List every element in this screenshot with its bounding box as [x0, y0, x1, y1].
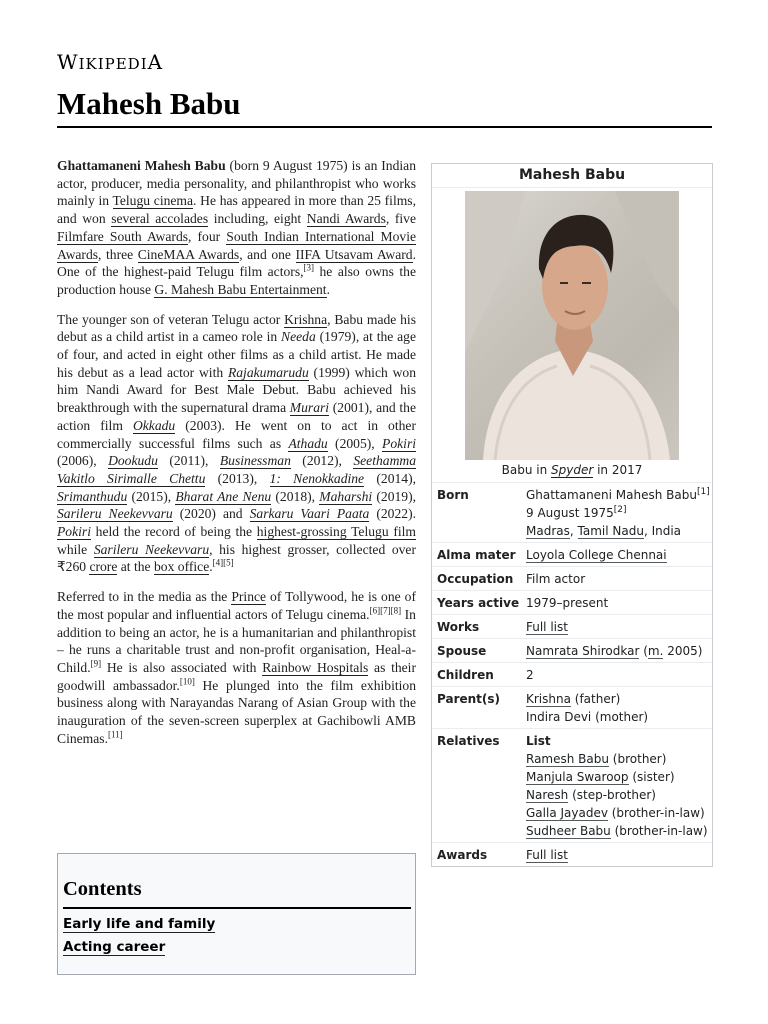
- wiki-link[interactable]: Tamil Nadu: [577, 524, 644, 538]
- wiki-link[interactable]: CineMAA Awards: [137, 246, 240, 262]
- text-run: Ghattamaneni Mahesh Babu: [57, 158, 226, 173]
- photo-caption: [432, 460, 712, 482]
- infobox-label: Alma mater: [437, 548, 516, 562]
- text-run: (2020) and: [172, 506, 250, 522]
- wiki-link[interactable]: several accolades: [111, 211, 209, 227]
- text-run: ,: [569, 524, 578, 538]
- text-run: 9 August 1975: [526, 506, 614, 520]
- citation-ref[interactable]: [10]: [179, 676, 195, 687]
- text-run: , three: [98, 246, 138, 262]
- toc-item-acting-career[interactable]: Acting career: [63, 939, 166, 955]
- wiki-link[interactable]: IIFA Utsavam Award: [295, 246, 413, 262]
- citation-ref[interactable]: [9]: [90, 658, 102, 669]
- text-run: Babu in: [501, 463, 551, 477]
- wiki-link[interactable]: Rajakumarudu: [227, 364, 309, 380]
- text-run: (2001), and the action film: [57, 400, 416, 433]
- wiki-link[interactable]: m.: [647, 644, 664, 658]
- infobox-row: [432, 842, 712, 866]
- wiki-link[interactable]: Filmfare South Awards: [57, 228, 189, 244]
- infobox-row: [432, 614, 712, 638]
- text-run: He is also associated with: [101, 659, 263, 675]
- wiki-link[interactable]: Krishna: [526, 692, 571, 706]
- wiki-link[interactable]: Full list: [526, 848, 568, 862]
- text-run: The younger son of veteran Telugu actor: [57, 311, 285, 327]
- infobox-value: [526, 486, 712, 540]
- text-run: 1979–present: [526, 596, 609, 610]
- wiki-link[interactable]: Loyola College Chennai: [526, 548, 667, 562]
- text-run: (sister): [628, 770, 675, 784]
- table-of-contents: [57, 853, 416, 975]
- wiki-link[interactable]: G. Mahesh Babu Entertainment: [154, 281, 327, 297]
- text-run: including, eight: [208, 211, 307, 227]
- text-run: . One of the highest-paid Telugu film actors,: [57, 246, 416, 280]
- infobox-rows: [432, 482, 712, 866]
- wiki-link[interactable]: Seethamma Vakitlo Sirimalle Chettu: [57, 453, 417, 486]
- text-run: In addition to being an actor, he is a humanitarian and philanthropist – he runs a charitable trust and non-profit organisation, Heal-a-Child.: [57, 606, 416, 675]
- wiki-link[interactable]: Sudheer Babu: [526, 824, 611, 838]
- text-run: (father): [570, 692, 621, 706]
- wiki-link[interactable]: box office: [154, 559, 210, 575]
- infobox-label: Awards: [437, 848, 488, 862]
- infobox-value: [526, 732, 712, 840]
- contents-divider: [63, 907, 411, 909]
- wiki-link[interactable]: Sarileru Neekevvaru: [93, 541, 210, 557]
- wiki-link[interactable]: Telugu cinema: [112, 193, 194, 209]
- infobox-label: Years active: [437, 596, 520, 610]
- wiki-link[interactable]: Athadu: [288, 435, 328, 451]
- text-run: (2015),: [127, 488, 176, 504]
- citation-ref[interactable]: [2]: [613, 505, 627, 515]
- text-run: He plunged into the film exhibition business along with Narayandas Narang of Asian Group with the inauguration of the seven-screen superplex at Gachibowli AMB Cinemas.: [57, 677, 416, 746]
- contents-heading: Contents: [63, 878, 142, 900]
- wiki-link[interactable]: Maharshi: [319, 488, 373, 504]
- infobox-label: Parent(s): [437, 692, 501, 706]
- wiki-link[interactable]: Pokiri: [57, 524, 91, 540]
- wiki-link[interactable]: Ramesh Babu: [526, 752, 609, 766]
- infobox-row: [432, 686, 712, 728]
- wiki-link[interactable]: Nandi Awards: [306, 211, 386, 227]
- page-title: Mahesh Babu: [57, 86, 241, 121]
- infobox-value: [526, 594, 712, 612]
- text-run: (2003). He went on to act in other commercially successful films such as: [57, 417, 416, 451]
- wiki-link[interactable]: Manjula Swaroop: [526, 770, 629, 784]
- wiki-link[interactable]: Full list: [526, 620, 568, 634]
- citation-ref[interactable]: [1]: [696, 487, 710, 497]
- text-run: Ghattamaneni Mahesh Babu: [526, 488, 697, 502]
- text-run: Referred to in the media as the: [57, 589, 232, 605]
- text-run: while: [57, 541, 94, 557]
- wiki-link[interactable]: Okkadu: [132, 417, 176, 433]
- wiki-link[interactable]: Murari: [289, 400, 330, 416]
- text-run: he also owns the production house: [57, 264, 416, 297]
- wiki-link[interactable]: Sarkaru Vaari Paata: [249, 506, 370, 522]
- citation-ref[interactable]: [3]: [303, 262, 315, 273]
- text-run: . He has appeared in more than 25 films, and won: [57, 193, 416, 227]
- text-run: .: [209, 559, 213, 575]
- infobox-label: Works: [437, 620, 480, 634]
- infobox-label: Born: [437, 488, 469, 502]
- wiki-link[interactable]: South Indian International Movie Awards: [57, 228, 417, 262]
- infobox-value: [526, 846, 712, 864]
- text-run: (2005),: [327, 435, 383, 451]
- text-run: (1979), at the age of four, and acted in eight other films as a child artist. He made his debut as a lead actor with: [57, 329, 416, 380]
- text-run: Needa: [281, 329, 316, 345]
- title-divider: [57, 126, 712, 128]
- text-run: Film actor: [526, 572, 586, 586]
- text-run: , four: [188, 228, 227, 244]
- wiki-link[interactable]: Pokiri: [382, 435, 417, 451]
- wiki-link[interactable]: Rainbow Hospitals: [262, 659, 369, 675]
- text-run: at the: [117, 559, 154, 575]
- infobox-value: [526, 546, 712, 564]
- citation-ref[interactable]: [6][7][8]: [369, 605, 402, 616]
- text-run: (2011),: [157, 453, 220, 469]
- text-run: , his highest grosser, collected over ₹260: [57, 541, 416, 575]
- text-run: in 2017: [593, 463, 643, 477]
- wiki-link[interactable]: Spyder: [551, 463, 594, 477]
- infobox-row: [432, 638, 712, 662]
- text-run: (2019),: [372, 488, 417, 504]
- toc-item-early-life[interactable]: Early life and family: [63, 916, 216, 932]
- wiki-link[interactable]: highest-grossing Telugu film: [256, 524, 416, 540]
- wiki-link[interactable]: Prince: [231, 589, 267, 605]
- wikipedia-wordmark[interactable]: WIKIPEDIA: [57, 50, 164, 74]
- infobox-value: [526, 618, 712, 636]
- article-body: [57, 157, 416, 760]
- infobox-row: [432, 662, 712, 686]
- career-paragraph: [57, 311, 416, 577]
- text-run: held the record of being the: [90, 524, 257, 540]
- text-run: (2013),: [205, 470, 270, 486]
- text-run: (brother): [608, 752, 667, 766]
- wiki-link[interactable]: Srimanthudu: [57, 488, 128, 504]
- text-run: (brother-in-law): [610, 824, 708, 838]
- infobox-row: [432, 728, 712, 842]
- text-run: as their goodwill ambassador.: [57, 659, 416, 693]
- lead-paragraph: [57, 157, 416, 299]
- text-run: .: [326, 281, 330, 297]
- text-run: List: [526, 734, 551, 748]
- text-run: (: [639, 644, 648, 658]
- infobox-row: [432, 542, 712, 566]
- text-run: of Tollywood, he is one of the most popular and influential actors of Telugu cinema.: [57, 589, 416, 622]
- infobox-value: [526, 570, 712, 588]
- text-run: , and one: [239, 246, 296, 262]
- text-run: (2014),: [364, 470, 417, 486]
- infobox-label: Occupation: [437, 572, 514, 586]
- text-run: (2018),: [271, 488, 320, 504]
- portrait-illustration: [465, 191, 679, 460]
- wiki-link[interactable]: Krishna: [284, 311, 328, 327]
- infobox-label: Relatives: [437, 734, 500, 748]
- infobox-label: Spouse: [437, 644, 487, 658]
- infobox-value: [526, 642, 712, 660]
- infobox-row: [432, 482, 712, 542]
- text-run: , Babu made his debut as a child artist in a cameo role in: [57, 311, 416, 345]
- citation-ref[interactable]: [4][5]: [212, 557, 234, 568]
- infobox-label: Children: [437, 668, 494, 682]
- wiki-link[interactable]: Galla Jayadev: [526, 806, 608, 820]
- wiki-link[interactable]: Namrata Shirodkar: [526, 644, 640, 658]
- text-run: (brother-in-law): [607, 806, 705, 820]
- text-run: , India: [643, 524, 682, 538]
- wiki-link[interactable]: Naresh: [526, 788, 569, 802]
- infobox-title: Mahesh Babu: [432, 164, 712, 188]
- wiki-link[interactable]: Madras: [526, 524, 570, 538]
- infobox-value: [526, 690, 712, 726]
- text-run: 2: [526, 668, 534, 682]
- wiki-link[interactable]: Businessman: [219, 453, 291, 469]
- wiki-link[interactable]: 1: Nenokkadine: [269, 470, 365, 486]
- wiki-link[interactable]: Dookudu: [108, 453, 158, 469]
- infobox-row: [432, 566, 712, 590]
- citation-ref[interactable]: [11]: [107, 729, 123, 740]
- text-run: (2012),: [290, 453, 354, 469]
- portrait-photo[interactable]: [465, 191, 679, 460]
- wiki-link[interactable]: Sarileru Neekevvaru: [57, 506, 173, 522]
- infobox-value: [526, 666, 712, 684]
- text-run: Indira Devi (mother): [526, 710, 649, 724]
- wiki-link[interactable]: Bharat Ane Nenu: [175, 488, 272, 504]
- text-run: (2022).: [369, 506, 417, 522]
- infobox-row: [432, 590, 712, 614]
- text-run: , five: [385, 211, 417, 227]
- text-run: (born 9 August 1975) is an Indian actor, producer, media personality, and philanthropist who works mainly in: [57, 158, 416, 209]
- text-run: (1999) which won him Nandi Award for Best Male Debut. Babu achieved his breakthrough with the supernatural drama: [57, 364, 416, 416]
- text-run: 2005): [663, 644, 703, 658]
- wiki-link[interactable]: crore: [89, 559, 118, 575]
- text-run: (step-brother): [568, 788, 656, 802]
- text-run: (2006),: [57, 453, 109, 469]
- philanthropy-paragraph: [57, 588, 416, 747]
- infobox: [431, 163, 713, 867]
